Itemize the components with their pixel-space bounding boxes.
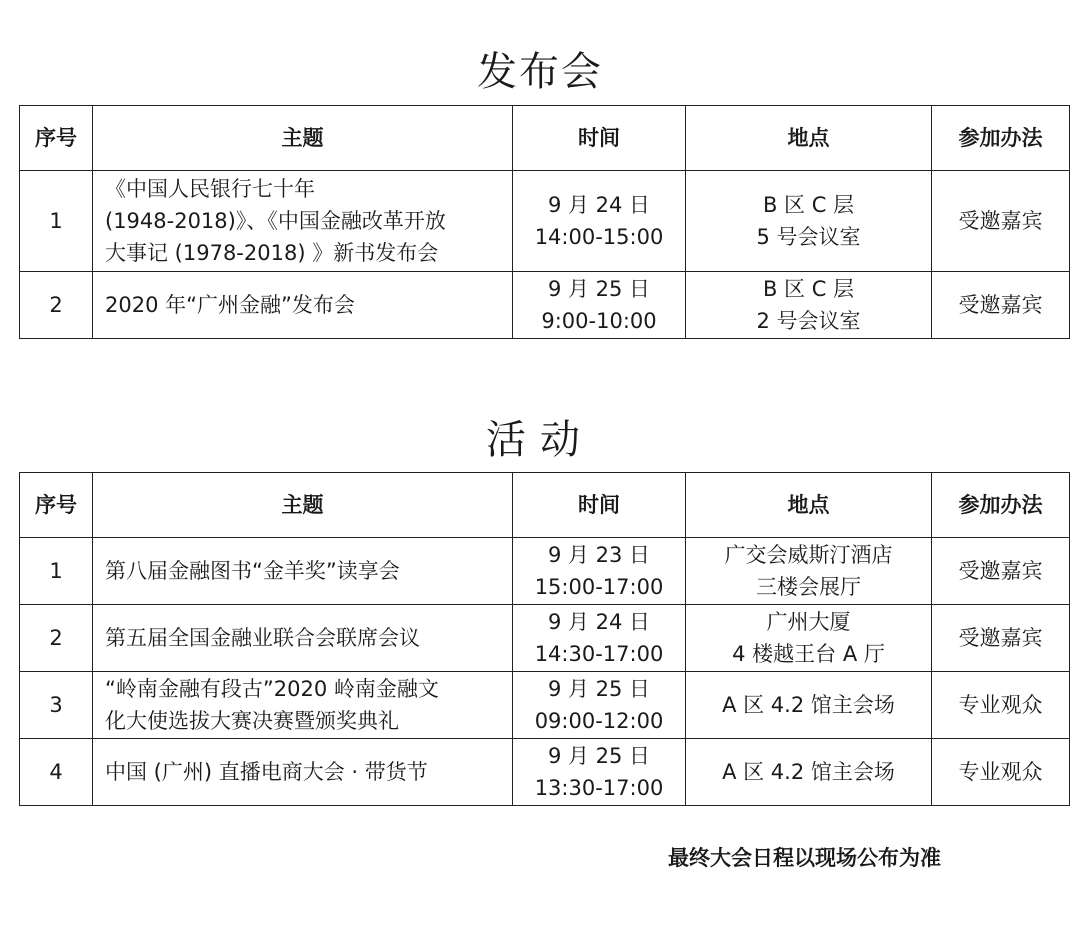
table-row — [20, 672, 1070, 739]
location-line: B 区 C 层 — [762, 193, 855, 217]
time-range: 15:00-17:00 — [534, 575, 664, 599]
row-no: 2 — [20, 605, 93, 672]
topic-line: 化大使选拔大赛决赛暨颁奖典礼 — [105, 709, 399, 733]
time-date: 9 月 25 日 — [547, 677, 651, 701]
row-time — [513, 605, 686, 672]
header-method: 参加办法 — [932, 473, 1070, 538]
table-row — [20, 739, 1070, 806]
topic-line: 第五届全国金融业联合会联席会议 — [105, 626, 420, 650]
location-line: 2 号会议室 — [756, 309, 861, 333]
header-location: 地点 — [686, 106, 932, 171]
row-no: 4 — [20, 739, 93, 806]
location-line: B 区 C 层 — [762, 277, 855, 301]
row-method: 受邀嘉宾 — [932, 272, 1070, 339]
row-topic — [93, 272, 513, 339]
row-method: 受邀嘉宾 — [932, 538, 1070, 605]
table-header-row — [20, 106, 1070, 171]
location-line: 5 号会议室 — [756, 225, 861, 249]
row-topic — [93, 171, 513, 272]
row-no: 1 — [20, 171, 93, 272]
topic-line: 中国 (广州) 直播电商大会 · 带货节 — [105, 760, 428, 784]
time-range: 09:00-12:00 — [534, 709, 664, 733]
row-no: 1 — [20, 538, 93, 605]
time-date: 9 月 25 日 — [547, 277, 651, 301]
time-range: 14:30-17:00 — [534, 642, 664, 666]
launch-section-title: 发布会 — [477, 49, 603, 95]
row-topic — [93, 739, 513, 806]
row-no: 3 — [20, 672, 93, 739]
header-location: 地点 — [686, 473, 932, 538]
location-line: 三楼会展厅 — [756, 575, 861, 599]
header-no: 序号 — [20, 473, 93, 538]
location-line: 广州大厦 — [766, 610, 851, 634]
row-method: 受邀嘉宾 — [932, 605, 1070, 672]
table-row — [20, 538, 1070, 605]
time-range: 14:00-15:00 — [534, 225, 664, 249]
topic-line: (1948-2018)》、《中国金融改革开放 — [105, 209, 446, 233]
row-location — [686, 538, 932, 605]
row-time — [513, 171, 686, 272]
row-topic — [93, 538, 513, 605]
location-line: A 区 4.2 馆主会场 — [722, 760, 895, 784]
events-section-title: 活动 — [486, 417, 594, 463]
row-no: 2 — [20, 272, 93, 339]
header-time: 时间 — [513, 106, 686, 171]
time-date: 9 月 25 日 — [547, 744, 651, 768]
table-header-row — [20, 473, 1070, 538]
table-row — [20, 171, 1070, 272]
topic-line: 2020 年“广州金融”发布会 — [105, 293, 355, 317]
time-date: 9 月 24 日 — [547, 193, 651, 217]
table-row — [20, 605, 1070, 672]
table-row — [20, 272, 1070, 339]
row-location — [686, 171, 932, 272]
row-method: 专业观众 — [932, 672, 1070, 739]
location-line: A 区 4.2 馆主会场 — [722, 693, 895, 717]
footer-note: 最终大会日程以现场公布为准 — [668, 846, 941, 870]
row-method: 受邀嘉宾 — [932, 171, 1070, 272]
row-time — [513, 672, 686, 739]
time-date: 9 月 23 日 — [547, 543, 651, 567]
row-time — [513, 538, 686, 605]
row-time — [513, 272, 686, 339]
location-line: 4 楼越王台 A 厅 — [732, 642, 885, 666]
time-date: 9 月 24 日 — [547, 610, 651, 634]
topic-line: “岭南金融有段古”2020 岭南金融文 — [105, 677, 439, 701]
header-topic: 主题 — [93, 106, 513, 171]
row-location — [686, 605, 932, 672]
row-method: 专业观众 — [932, 739, 1070, 806]
header-method: 参加办法 — [932, 106, 1070, 171]
time-range: 13:30-17:00 — [534, 776, 664, 800]
row-location — [686, 739, 932, 806]
header-topic: 主题 — [93, 473, 513, 538]
header-no: 序号 — [20, 106, 93, 171]
row-location — [686, 272, 932, 339]
topic-line: 大事记 (1978-2018) 》新书发布会 — [105, 241, 439, 265]
row-location — [686, 672, 932, 739]
header-time: 时间 — [513, 473, 686, 538]
row-topic — [93, 672, 513, 739]
row-topic — [93, 605, 513, 672]
time-range: 9:00-10:00 — [541, 309, 657, 333]
topic-line: 《中国人民银行七十年 — [105, 177, 315, 201]
location-line: 广交会威斯汀酒店 — [724, 543, 893, 567]
launch-schedule-table — [19, 105, 1070, 339]
row-time — [513, 739, 686, 806]
topic-line: 第八届金融图书“金羊奖”读享会 — [105, 559, 400, 583]
events-schedule-table — [19, 472, 1070, 806]
